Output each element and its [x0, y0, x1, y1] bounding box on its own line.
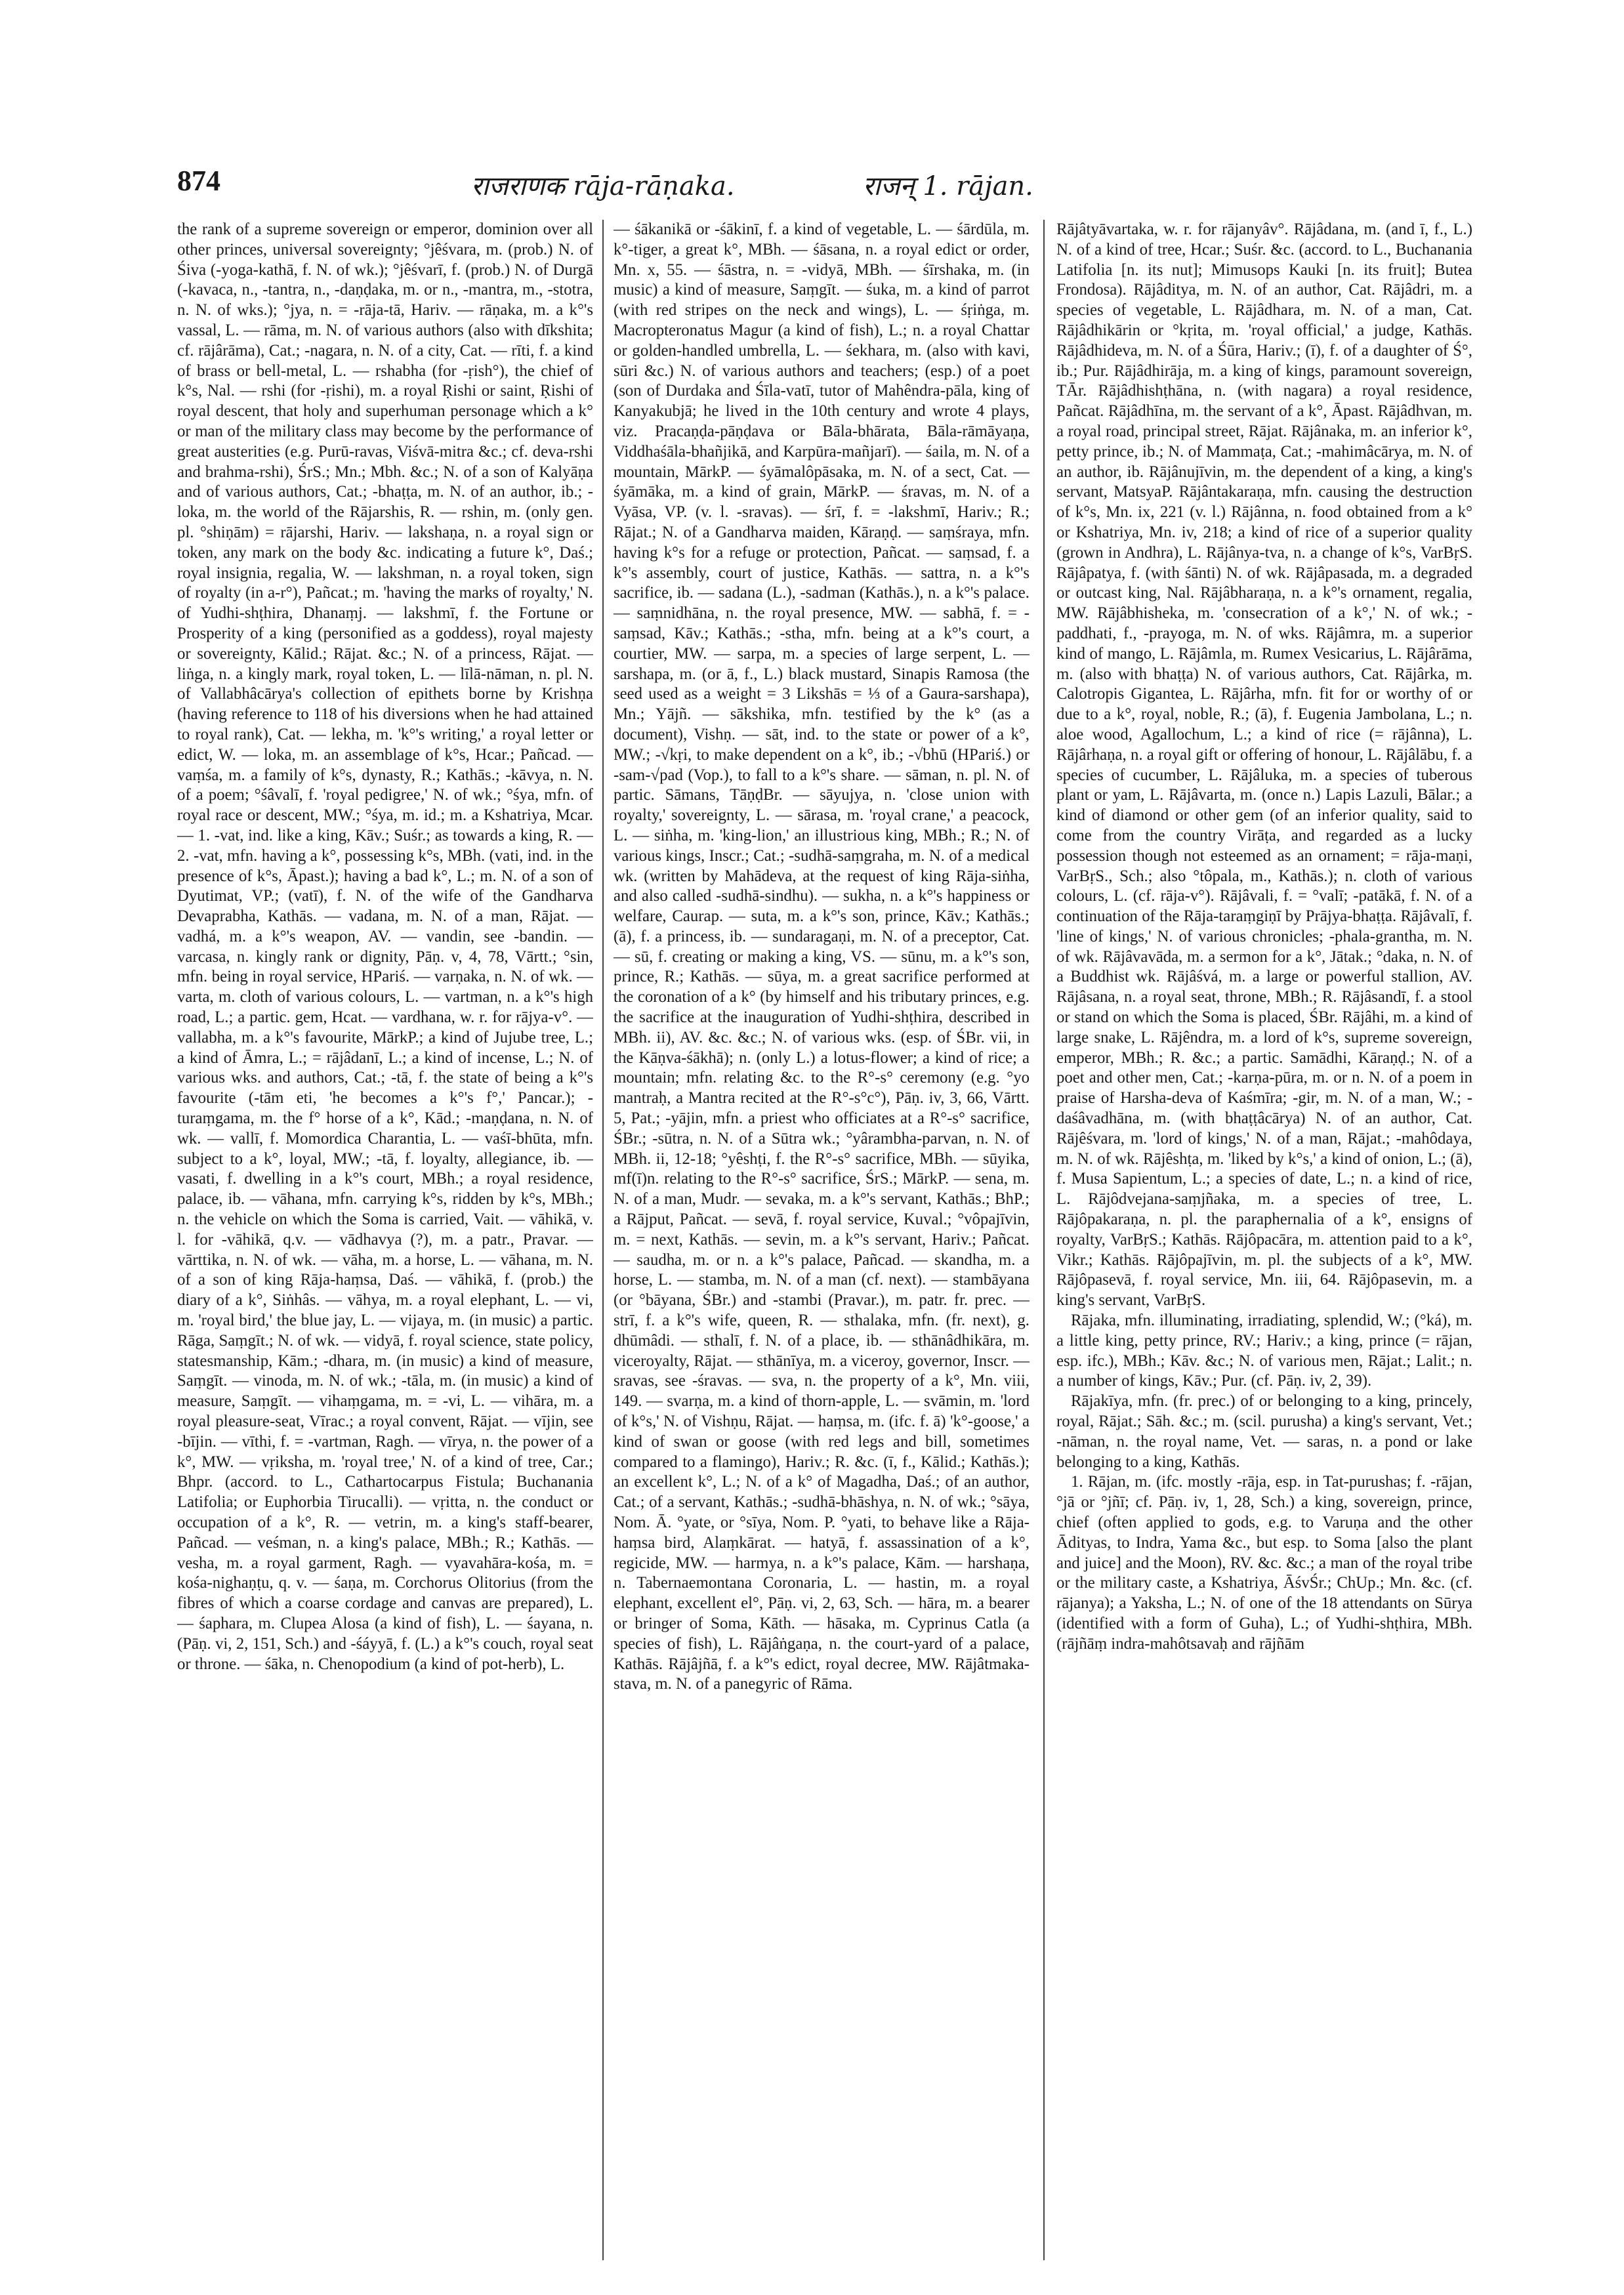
column-divider-2 — [1043, 220, 1045, 2260]
column-divider-1 — [602, 220, 604, 2260]
right-running-head: राजन् 1. rājan. — [863, 171, 1033, 201]
page-number: 874 — [177, 165, 220, 197]
column-3-paragraph-1: Rājâtyāvartaka, w. r. for rājanyâv°. Rājâdana, m. (and ī, f., L.) N. of a kind of tree, Hcar.; Suśr. &c. (accord. to L., Buchanania Latifolia [n. its nut]; Mimusops Kauki [n. its fruit]; Butea Frondosa). Rājâditya, m. N. of an author, Cat. Rājâdri, m. a species of vegetable, L. Rājâdhara, m. N. of a man, Cat. Rājâdhikārin or °kṛita, m. 'royal official,' a judge, Kathās. Rājâdhideva, m. N. of a Śūra, Hariv.; (ī), f. of a daughter of Ś°, ib.; Pur. Rājâdhirāja, m. a king of kings, paramount sovereign, TĀr. Rājâdhishṭhāna, n. (with nagara) a royal residence, Pañcat. Rājâdhīna, m. the servant of a k°, Āpast. Rājâdhvan, m. a royal road, principal street, Rājat. Rājânaka, m. an inferior k°, petty prince, ib.; N. of Mammaṭa, Cat.; -mahimâcārya, m. N. of an author, ib. Rājânujīvin, m. the dependent of a king, a king's servant, MatsyaP. Rājântakaraṇa, mfn. causing the destruction of k°s, Mn. ix, 221 (v. l.) Rājânna, n. food obtained from a k° or Kshatriya, Mn. iv, 218; a kind of rice of a superior quality (grown in Andhra), L. Rājânya-tva, n. a change of k°s, VarBṛS. Rājâpatya, f. (with śānti) N. of wk. Rājâpasada, m. a degraded or outcast king, Nal. Rājâbharaṇa, n. a k°'s ornament, regalia, MW. Rājâbhisheka, m. 'consecration of a k°,' N. of wk.; -paddhati, f., -prayoga, m. N. of wks. Rājâmra, m. a superior kind of mango, L. Rājâmla, m. Rumex Vesicarius, L. Rājârāma, m. (also with bhaṭṭa) N. of various authors, Cat. Rājârka, m. Calotropis Gigantea, L. Rājârha, mfn. fit for or worthy of or due to a k°, royal, noble, R.; (ā), f. Eugenia Jambolana, L.; n. aloe wood, Agallochum, L.; a kind of rice (= rājânna), L. Rājârhaṇa, n. a royal gift or offering of honour, L. Rājâlābu, f. a species of cucumber, L. Rājâluka, m. a species of tuberous plant or yam, L. Rājâvarta, m. (once n.) Lapis Lazuli, Bālar.; a kind of diamond or other gem (of an inferior quality, said to come from the country Virāṭa, and regarded as a lucky possession though not esteemed as an ornament; = rāja-maṇi, VarBṛS., Sch.; also °tôpala, m., Kathās.); n. cloth of various colours, L. (cf. rāja-v°). Rājâvali, f. = °valī; -patākā, f. N. of a continuation of the Rāja-taraṃgiṇī by Prājya-bhaṭṭa. Rājâvalī, f. 'line of kings,' N. of various chronicles; -phala-grantha, m. N. of wk. Rājâvavāda, m. a sermon for a k°, Jātak.; °daka, n. N. of a Buddhist wk. Rājâśvá, m. a large or powerful stallion, AV. Rājâsana, n. a royal seat, throne, MBh.; R. Rājâsandī, f. a stool or stand on which the Soma is placed, ŚBr. Rājâhi, m. a kind of large snake, L. Rājêndra, m. a lord of k°s, supreme sovereign, emperor, MBh.; R. &c.; a partic. Samādhi, Kāraṇḍ.; N. of a poet and other men, Cat.; -karṇa-pūra, m. or n. N. of a poem in praise of Harsha-deva of Kaśmīra; -gir, m. N. of a man, W.; -daśâvadhāna, m. (with bhaṭṭâcārya) N. of an author, Cat. Rājêśvara, m. 'lord of kings,' N. of a man, Rājat.; -mahôdaya, m. N. of wk. Rājêshṭa, m. 'liked by k°s,' a kind of onion, L.; (ā), f. Musa Sapientum, L.; a species of date, L.; n. a kind of rice, L. Rājôdvejana-saṃjñaka, m. a species of tree, L. Rājôpakaraṇa, n. pl. the paraphernalia of a k°, ensigns of royalty, VarBṛS.; Kathās. Rājôpacāra, m. attention paid to a k°, Vikr.; Kathās. Rājôpajīvin, m. pl. the subjects of a k°, MW. Rājôpasevā, f. royal service, Mn. iii, 64. Rājôpasevin, m. a king's servant, VarBṛS. — [1056, 220, 1472, 1310]
column-3-paragraph-3: Rājakīya, mfn. (fr. prec.) of or belonging to a king, princely, royal, Rājat.; Sāh. &c.; m. (scil. purusha) a king's servant, Vet.; -nāman, n. the royal name, Vet. — saras, n. a pond or lake belonging to a king, Kathās. — [1056, 1392, 1472, 1471]
column-3-paragraph-2: Rājaka, mfn. illuminating, irradiating, splendid, W.; (°ká), m. a little king, petty prince, RV.; Hariv.; a king, prince (= rājan, esp. ifc.), MBh.; Kāv. &c.; N. of various men, Rājat.; Lalit.; n. a number of kings, Kāv.; Pur. (cf. Pāṇ. iv, 2, 39). — [1056, 1312, 1472, 1390]
column-3-paragraph-4: 1. Rājan, m. (ifc. mostly -rāja, esp. in Tat-purushas; f. -rājan, °jā or °jñī; cf. Pāṇ. iv, 1, 28, Sch.) a king, sovereign, prince, chief (often applied to gods, e.g. to Varuṇa and the other Ādityas, to Indra, Yama &c., but esp. to Soma [also the plant and juice] and the Moon), RV. &c. &c.; a man of the royal tribe or the military caste, a Kshatriya, ĀśvŚr.; ChUp.; Mn. &c. (cf. rājanya); a Yaksha, L.; N. of one of the 18 attendants on Sūrya (identified with a form of Guha), L.; of Yudhi-shṭhira, MBh. (rājñāṃ indra-mahôtsavaḥ and rājñām — [1056, 1473, 1472, 1653]
column-1 — [177, 220, 593, 2267]
column-1-paragraph-1: the rank of a supreme sovereign or emperor, dominion over all other princes, universal sovereignty; °jêśvara, m. (prob.) N. of Śiva (-yoga-kathā, f. N. of wk.); °jêśvarī, f. (prob.) N. of Durgā (-kavaca, n., -tantra, n., -daṇḍaka, m. or n., -mantra, m., -stotra, n. N. of wks.); °jya, n. = -rāja-tā, Hariv. — rāṇaka, m. a k°'s vassal, L. — rāma, m. N. of various authors (also with dīkshita; cf. rājârāma), Cat.; -nagara, n. N. of a city, Cat. — rīti, f. a kind of brass or bell-metal, L. — rshabha (for -ṛish°), the chief of k°s, Nal. — rshi (for -ṛishi), m. a royal Ṛishi or saint, Ṛishi of royal descent, that holy and superhuman personage which a k° or man of the military class may become by the performance of great austerities (e.g. Purū-ravas, Viśvā-mitra &c.; cf. deva-rshi and brahma-rshi), ŚrS.; Mn.; Mbh. &c.; N. of a son of Kalyāṇa and of various authors, Cat.; -bhaṭṭa, m. N. of an author, ib.; -loka, m. the world of the Rājarshis, R. — rshin, m. (only gen. pl. °shiṇām) = rājarshi, Hariv. — lakshaṇa, n. a royal sign or token, any mark on the body &c. indicating a future k°, Daś.; royal insignia, regalia, W. — lakshman, n. a royal token, sign of royalty (in a-r°), Pañcat.; m. 'having the marks of royalty,' N. of Yudhi-shṭhira, Dhanaṃj. — lakshmī, f. the Fortune or Prosperity of a king (personified as a goddess), royal majesty or sovereignty, Kālid.; Rājat. &c.; N. of a princess, Rājat. — liṅga, n. a kingly mark, royal token, L. — līlā-nāman, n. pl. N. of Vallabhâcārya's collection of epithets borne by Krishṇa (having reference to 118 of his diversions when he had attained to royal rank), Cat. — lekha, m. 'k°'s writing,' a royal letter or edict, W. — loka, m. an assemblage of k°s, Hcar.; Pañcad. — vaṃśa, m. a family of k°s, dynasty, R.; Kathās.; -kāvya, n. N. of a poem; °śâvalī, f. 'royal pedigree,' N. of wk.; °śya, mfn. of royal race or descent, MW.; °śya, m. id.; m. a Kshatriya, Mcar. — 1. -vat, ind. like a king, Kāv.; Suśr.; as towards a king, R. — 2. -vat, mfn. having a k°, possessing k°s, MBh. (vati, ind. in the presence of k°s, Āpast.); having a bad k°, L.; m. N. of a son of Dyutimat, VP.; (vatī), f. N. of the wife of the Gandharva Devaprabha, Kathās. — vadana, m. N. of a man, Rājat. — vadhá, m. a k°'s weapon, AV. — vandin, see -bandin. — varcasa, n. kingly rank or dignity, Pāṇ. v, 4, 78, Vārtt.; °sin, mfn. being in royal service, HPariś. — varṇaka, n. N. of wk. — varta, m. cloth of various colours, L. — vartman, n. a k°'s high road, L.; a partic. gem, Hcat. — vardhana, w. r. for rājya-v°. — vallabha, m. a k°'s favourite, MārkP.; a kind of Jujube tree, L.; a kind of Āmra, L.; = rājâdanī, L.; a kind of incense, L.; N. of various wks. and authors, Cat.; -tā, f. the state of being a k°'s favourite (-tām eti, 'he becomes a k°'s f°,' Pancar.); -turaṃgama, m. the f° horse of a k°, Kād.; -maṇḍana, n. N. of wk. — vallī, f. Momordica Charantia, L. — vaśī-bhūta, mfn. subject to a k°, loyal, MW.; -tā, f. loyalty, allegiance, ib. — vasati, f. dwelling in a k°'s court, MBh.; a royal residence, palace, ib. — vāhana, mfn. carrying k°s, ridden by k°s, MBh.; n. the vehicle on which the Soma is carried, Vait. — vāhikā, v. l. for -vāhikā, q.v. — vādhavya (?), m. a patr., Pravar. — vārttika, n. N. of wk. — vāha, m. a horse, L. — vāhana, m. N. of a son of king Rāja-haṃsa, Daś. — vāhikā, f. (prob.) the diary of a k°, Siṅhâs. — vāhya, m. a royal elephant, L. — vi, m. 'royal bird,' the blue jay, L. — vijaya, m. (in music) a partic. Rāga, Saṃgīt.; N. of wk. — vidyā, f. royal science, state policy, statesmanship, Kām.; -dhara, m. (in music) a kind of measure, Saṃgīt. — vinoda, m. N. of wk.; -tāla, m. (in music) a kind of measure, Saṃgīt. — vihaṃgama, m. = -vi, L. — vihāra, m. a royal pleasure-seat, Vīrac.; a royal convent, Rājat. — vījin, see -bījin. — vīthi, f. = -vartman, Ragh. — vīrya, n. the power of a k°, MW. — vṛiksha, m. 'royal tree,' N. of a kind of tree, Car.; Bhpr. (accord. to L., Cathartocarpus Fistula; Buchanania Latifolia; or Euphorbia Tirucalli). — vṛitta, n. the conduct or occupation of a k°, R. — vetrin, m. a king's staff-bearer, Pañcad. — veśman, n. a king's palace, MBh.; R.; Kathās. — vesha, m. a royal garment, Ragh. — vyavahāra-kośa, m. = kośa-nighaṇṭu, q. v. — śaṇa, m. Corchorus Olitorius (from the fibres of which a coarse cordage and canvas are prepared), L. — śaphara, m. Clupea Alosa (a kind of fish), L. — śayana, n. (Pāṇ. vi, 2, 151, Sch.) and -śáyyā, f. (L.) a k°'s couch, royal seat or throne. — śāka, n. Chenopodium (a kind of pot-herb), L. — [177, 220, 593, 1673]
column-2-paragraph-1: — śākanikā or -śākinī, f. a kind of vegetable, L. — śārdūla, m. k°-tiger, a great k°, MBh. — śāsana, n. a royal edict or order, Mn. x, 55. — śāstra, n. = -vidyā, MBh. — śīrshaka, m. (in music) a kind of measure, Saṃgīt. — śuka, m. a kind of parrot (with red stripes on the neck and wings), L. — śṛiṅga, m. Macropteronatus Magur (a kind of fish), L.; n. a royal Chattar or golden-handled umbrella, L. — śekhara, m. (also with kavi, sūri &c.) N. of various authors and teachers; (esp.) of a poet (son of Durdaka and Śīla-vatī, tutor of Mahêndra-pāla, king of Kanyakubjā; he lived in the 10th century and wrote 4 plays, viz. Pracaṇḍa-pāṇḍava or Bāla-bhārata, Bāla-rāmāyaṇa, Viddhaśāla-bhañjikā, and Karpūra-mañjarī). — śaila, m. N. of a mountain, MārkP. — śyāmalôpāsaka, m. N. of a sect, Cat. — śyāmāka, m. a kind of grain, MārkP. — śravas, m. N. of a Vyāsa, VP. (v. l. -sravas). — śrī, f. = -lakshmī, Hariv.; R.; Rājat.; N. of a Gandharva maiden, Kāraṇḍ. — saṃśraya, mfn. having k°s for a refuge or protection, Pañcat. — saṃsad, f. a k°'s assembly, court of justice, Kathās. — sattra, n. a k°'s sacrifice, ib. — sadana (L.), -sadman (Kathās.), n. a k°'s palace. — saṃnidhāna, n. the royal presence, MW. — sabhā, f. = -saṃsad, Kāv.; Kathās.; -stha, mfn. being at a k°'s court, a courtier, MW. — sarpa, m. a species of large serpent, L. — sarshapa, m. (or ā, f., L.) black mustard, Sinapis Ramosa (the seed used as a weight = 3 Likshās = ⅓ of a Gaura-sarshapa), Mn.; Yājñ. — sākshika, mfn. testified by the k° (as a document), Vishṇ. — sāt, ind. to the state or power of a k°, MW.; -√kṛi, to make dependent on a k°, ib.; -√bhū (HPariś.) or -sam-√pad (Vop.), to fall to a k°'s share. — sāman, n. pl. N. of partic. Sāmans, TāṇḍBr. — sāyujya, n. 'close union with royalty,' sovereignty, L. — sārasa, m. 'royal crane,' a peacock, L. — siṅha, m. 'king-lion,' an illustrious king, MBh.; R.; N. of various kings, Inscr.; Cat.; -sudhā-saṃgraha, m. N. of a medical wk. (written by Mahādeva, at the request of king Rāja-siṅha, and also called -sudhā-sindhu). — sukha, n. a k°'s happiness or welfare, Caurap. — suta, m. a k°'s son, prince, Kāv.; Kathās.; (ā), f. a princess, ib. — sundaragaṇi, m. N. of a preceptor, Cat. — sū, f. creating or making a king, VS. — sūnu, m. a k°'s son, prince, R.; Kathās. — sūya, m. a great sacrifice performed at the coronation of a k° (by himself and his tributary princes, e.g. the sacrifice at the inauguration of Yudhi-shṭhira, described in MBh. ii), AV. &c. &c.; N. of various wks. (esp. of ŚBr. vii, in the Kāṇva-śākhā); n. (only L.) a lotus-flower; a kind of rice; a mountain; mfn. relating &c. to the R°-s° ceremony (e.g. °yo mantraḥ, a Mantra recited at the R°-s°c°), Pāṇ. iv, 3, 66, Vārtt. 5, Pat.; -yājin, mfn. a priest who officiates at a R°-s° sacrifice, ŚBr.; -sūtra, n. N. of a Sūtra wk.; °yârambha-parvan, n. N. of MBh. ii, 12-18; °yêshṭi, f. the R°-s° sacrifice, MBh. — sūyika, mf(ī)n. relating to the R°-s° sacrifice, ŚrS.; MārkP. — sena, m. N. of a man, Mudr. — sevaka, m. a k°'s servant, Kathās.; BhP.; a Rājput, Pañcat. — sevā, f. royal service, Kuval.; °vôpajīvin, m. = next, Kathās. — sevin, m. a k°'s servant, Hariv.; Pañcat. — saudha, m. or n. a k°'s palace, Pañcad. — skandha, m. a horse, L. — stamba, m. N. of a man (cf. next). — stambāyana (or °bāyana, ŚBr.) and -stambi (Pravar.), m. patr. fr. prec. — strī, f. a k°'s wife, queen, R. — sthalaka, mfn. (fr. next), g. dhūmâdi. — sthalī, f. N. of a place, ib. — sthānâdhikāra, m. viceroyalty, Rājat. — sthānīya, m. a viceroy, governor, Inscr. — sravas, see -śravas. — sva, n. the property of a k°, Mn. viii, 149. — svarṇa, m. a kind of thorn-apple, L. — svāmin, m. 'lord of k°s,' N. of Vishṇu, Rājat. — haṃsa, m. (ifc. f. ā) 'k°-goose,' a kind of swan or goose (with red legs and bill, sometimes compared to a flamingo), Hariv.; R. &c. (ī, f., Kālid.; Kathās.); an excellent k°, L.; N. of a k° of Magadha, Daś.; of an author, Cat.; of a servant, Kathās.; -sudhā-bhāshya, n. N. of wk.; °sāya, Nom. Ā. °yate, or °sīya, Nom. P. °yati, to behave like a Rāja-haṃsa bird, Alaṃkārat. — hatyā, f. assassination of a k°, regicide, MW. — harmya, n. a k°'s palace, Kām. — harshaṇa, n. Tabernaemontana Coronaria, L. — hastin, m. a royal elephant, excellent el°, Pāṇ. vi, 2, 63, Sch. — hāra, m. a bearer or bringer of Soma, Kāth. — hāsaka, m. Cyprinus Catla (a species of fish), L. Rājâṅgaṇa, n. the court-yard of a palace, Kathās. Rājâjñā, f. a k°'s edict, royal decree, MW. Rājâtmaka-stava, m. N. of a panegyric of Rāma. — [614, 220, 1030, 1693]
column-3 — [1056, 220, 1472, 2267]
page-header — [177, 164, 1483, 210]
left-running-head: राजराणक rāja-rāṇaka. — [471, 171, 735, 201]
column-2 — [614, 220, 1030, 2267]
